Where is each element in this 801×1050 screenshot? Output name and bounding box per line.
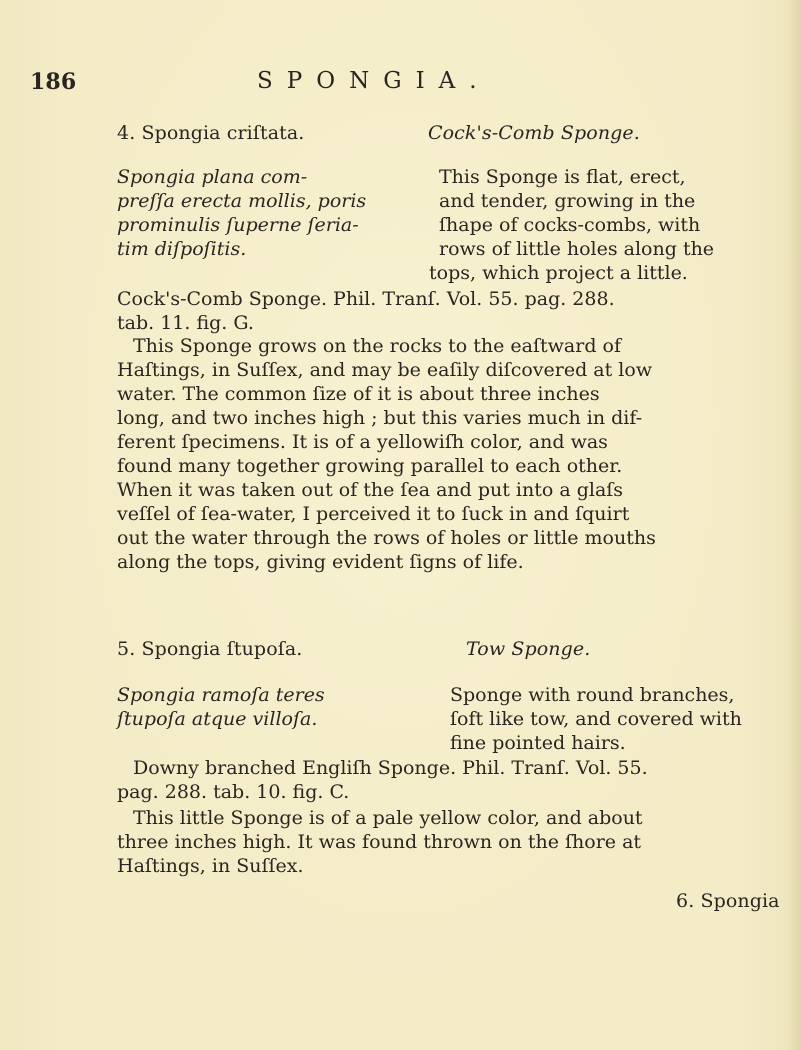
entry4-reference-line: tab. 11. fig. G. [117, 312, 254, 334]
entry4-body-line: along the tops, giving evident ſigns of life. [117, 551, 524, 573]
entry5-english-line: fine pointed hairs. [450, 732, 626, 754]
entry4-english-line: This Sponge is flat, erect, [439, 166, 686, 188]
entry4-english-description [429, 165, 777, 285]
entry4-body-line: When it was taken out of the ſea and put into a glaſs [117, 479, 624, 501]
entry5-body [117, 806, 777, 878]
entry5-latin-line: ſtupoſa atque villoſa. [117, 708, 318, 730]
entry5-latin-line: Spongia ramoſa teres [117, 684, 325, 706]
entry4-latin-line: tim diſpoſitis. [117, 238, 247, 260]
page-edge-shadow [787, 0, 801, 1050]
entry5-body-line: This little Sponge is of a pale yellow color, and about [133, 807, 643, 829]
entry4-body-line: water. The common ſize of it is about three inches [117, 383, 600, 405]
entry5-reference [117, 756, 777, 804]
entry4-body-line: out the water through the rows of holes or little mouths [117, 527, 656, 549]
entry5-body-line: three inches high. It was found thrown on the ſhore at [117, 831, 642, 853]
entry4-body-line: found many together growing parallel to each other. [117, 455, 623, 477]
entry4-reference [117, 287, 777, 335]
catchword: 6. Spongia [676, 890, 780, 912]
entry5-reference-line: pag. 288. tab. 10. fig. C. [117, 781, 350, 803]
entry4-latin-description [117, 165, 417, 261]
entry4-latin-line: preſſa erecta mollis, poris [117, 190, 367, 212]
entry4-reference-line: Cock's-Comb Sponge. Phil. Tranſ. Vol. 55. pag. 288. [117, 288, 615, 310]
entry5-latin-heading: 5. Spongia ſtupoſa. [117, 638, 303, 660]
entry4-english-line: and tender, growing in the [439, 190, 696, 212]
entry4-latin-line: prominulis ſuperne ſeria- [117, 214, 359, 236]
entry5-body-line: Haſtings, in Suſſex. [117, 855, 304, 877]
entry5-latin-description [117, 683, 417, 731]
entry4-english-line: rows of little holes along the [439, 238, 715, 260]
entry4-latin-heading: 4. Spongia criſtata. [117, 122, 305, 144]
running-title: SPONGIA. [257, 68, 491, 94]
entry4-english-heading: Cock's-Comb Sponge. [428, 122, 640, 144]
page-number: 186 [30, 69, 77, 95]
entry4-body-line: This Sponge grows on the rocks to the eaſtward of [133, 335, 622, 357]
entry4-body-line: veſſel of ſea-water, I perceived it to ſuck in and ſquirt [117, 503, 630, 525]
entry5-english-line: Sponge with round branches, [450, 684, 735, 706]
entry5-english-heading: Tow Sponge. [466, 638, 591, 660]
entry5-english-description [450, 683, 780, 755]
entry4-body [117, 334, 777, 574]
entry5-english-line: ſoft like tow, and covered with [450, 708, 742, 730]
entry4-body-line: ferent ſpecimens. It is of a yellowiſh color, and was [117, 431, 608, 453]
entry5-reference-line: Downy branched Engliſh Sponge. Phil. Tranſ. Vol. 55. [133, 757, 648, 779]
entry4-body-line: Haſtings, in Suſſex, and may be eaſily diſcovered at low [117, 359, 653, 381]
entry4-latin-line: Spongia plana com- [117, 166, 308, 188]
entry4-body-line: long, and two inches high ; but this varies much in dif- [117, 407, 643, 429]
entry4-english-line: ſhape of cocks-combs, with [439, 214, 701, 236]
entry4-english-line: tops, which project a little. [429, 262, 688, 284]
